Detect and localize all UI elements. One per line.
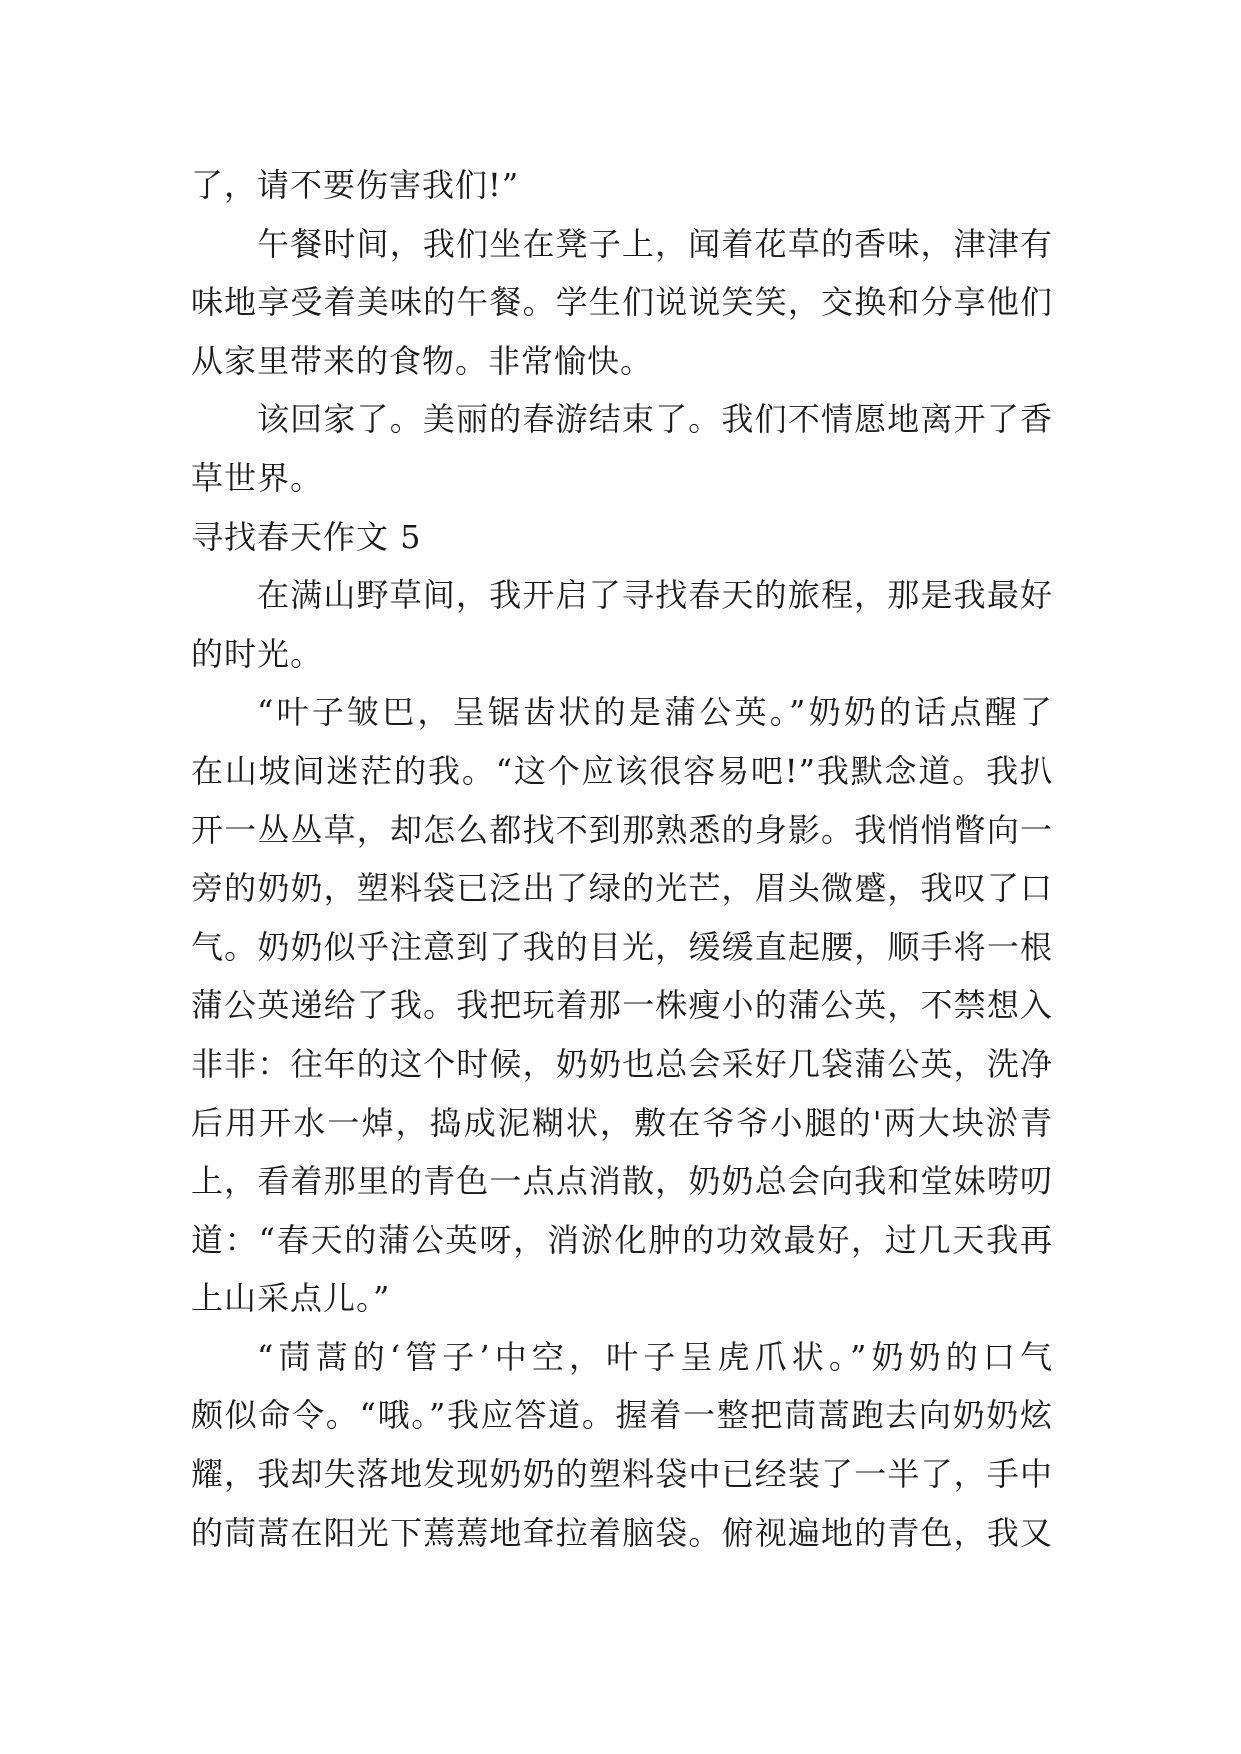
- text-line: 在山坡间迷茫的我。“这个应该很容易吧!”我默念道。我扒: [191, 751, 1053, 790]
- text-line: 非非：往年的这个时候，奶奶也总会采好几袋蒲公英，洗净: [191, 1044, 1053, 1083]
- text-line: 上山采点儿。”: [191, 1279, 391, 1318]
- text-line: 午餐时间，我们坐在凳子上，闻着花草的香味，津津有: [257, 224, 1053, 263]
- text-line: 气。奶奶似乎注意到了我的目光，缓缓直起腰，顺手将一根: [191, 927, 1053, 966]
- text-line: “茼蒿的‘管子’中空，叶子呈虎爪状。”奶奶的口气: [257, 1337, 1053, 1376]
- text-line: 草世界。: [191, 458, 324, 497]
- text-line: “叶子皱巴，呈锯齿状的是蒲公英。”奶奶的话点醒了: [257, 693, 1053, 732]
- text-line: 耀，我却失落地发现奶奶的塑料袋中已经装了一半了，手中: [191, 1455, 1053, 1494]
- text-line: 开一丛丛草，却怎么都找不到那熟悉的身影。我悄悄瞥向一: [191, 810, 1053, 849]
- text-line: 颇似命令。“哦。”我应答道。握着一整把茼蒿跑去向奶奶炫: [191, 1396, 1053, 1435]
- text-line: 该回家了。美丽的春游结束了。我们不情愿地离开了香: [257, 400, 1053, 439]
- text-line: 味地享受着美味的午餐。学生们说说笑笑，交换和分享他们: [191, 283, 1053, 322]
- text-line: 从家里带来的食物。非常愉快。: [191, 341, 654, 380]
- text-line: 的时光。: [191, 634, 324, 673]
- section-heading: 寻找春天作文 5: [191, 517, 422, 556]
- text-line: 蒲公英递给了我。我把玩着那一株瘦小的蒲公英，不禁想入: [191, 986, 1053, 1025]
- text-line: 旁的奶奶，塑料袋已泛出了绿的光芒，眉头微蹙，我叹了口: [191, 869, 1053, 908]
- text-line: 后用开水一焯，捣成泥糊状，敷在爷爷小腿的'两大块淤青: [191, 1103, 1053, 1142]
- text-line: 上，看着那里的青色一点点消散，奶奶总会向我和堂妹唠叨: [191, 1162, 1053, 1201]
- text-line: 了，请不要伤害我们!”: [191, 166, 520, 204]
- text-line: 的茼蒿在阳光下蔫蔫地耷拉着脑袋。俯视遍地的青色，我又: [191, 1513, 1053, 1552]
- document-body: [191, 156, 1053, 1562]
- text-line: 道：“春天的蒲公英呀，消淤化肿的功效最好，过几天我再: [191, 1220, 1053, 1259]
- text-line: 在满山野草间，我开启了寻找春天的旅程，那是我最好: [257, 576, 1053, 615]
